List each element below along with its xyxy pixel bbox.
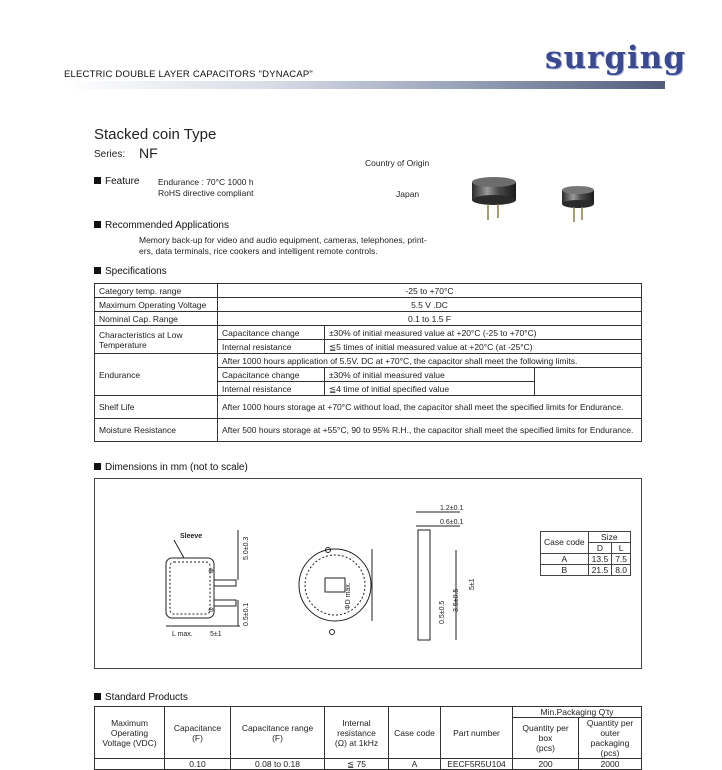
document-header-title: ELECTRIC DOUBLE LAYER CAPACITORS "DYNACAP"	[64, 69, 314, 80]
spec-value: 5.5 V .DC	[218, 298, 642, 312]
profile-dim-2-label: 3.5±0.5	[453, 588, 460, 612]
bullet-square-icon	[94, 267, 101, 274]
height-dim-label: 5.0±0.3	[243, 536, 250, 560]
dimensions-heading: Dimensions in mm (not to scale)	[94, 462, 248, 473]
case-code-cell: B	[541, 565, 589, 576]
spec-value: -25 to +70°C	[218, 284, 642, 298]
country-of-origin-label: Country of Origin	[365, 158, 430, 168]
thickness-2-label: 0.6±0.1	[440, 519, 464, 526]
case-size-table	[540, 531, 631, 576]
five-pm1-label: 5±1	[210, 631, 222, 638]
spec-row-moisture	[95, 419, 642, 442]
resistance-cell: ≦ 75	[325, 759, 389, 770]
bullet-square-icon	[94, 221, 101, 228]
spec-sub-label: Internal resistance	[218, 340, 325, 354]
spec-row-low-temp-1	[95, 326, 642, 340]
internal-resistance-header: Internal resistance (Ω) at 1kHz	[325, 707, 389, 759]
spec-value: After 1000 hours storage at +70°C without load, the capacitor shall meet the specified limits for Endurance.	[218, 396, 642, 419]
thickness-1-label: 1.2±0.1	[440, 505, 464, 512]
side-view	[166, 530, 240, 626]
spec-row-endurance-1	[95, 354, 642, 368]
size-row	[541, 565, 631, 576]
size-header: Size	[588, 532, 630, 543]
spec-row-shelf-life	[95, 396, 642, 419]
spec-sub-label: Capacitance change	[218, 368, 325, 382]
series-value: NF	[139, 145, 158, 161]
spec-row-category-temp	[95, 284, 642, 298]
feature-line-1: Endurance : 70°C 1000 h	[158, 177, 254, 187]
l-max-label: L max.	[172, 631, 193, 638]
capacitor-product-photo	[460, 170, 610, 225]
small-capacitor	[562, 186, 594, 222]
spec-label: Characteristics at Low Temperature	[95, 326, 218, 354]
capacitance-cell: 0.10	[165, 759, 231, 770]
profile-view	[416, 512, 460, 640]
spec-label: Nominal Cap. Range	[95, 312, 218, 326]
spec-value: ≦5 times of initial measured value at +20°C (at -25°C)	[325, 340, 642, 354]
range-cell: 0.08 to 0.18	[231, 759, 325, 770]
spec-row-max-voltage	[95, 298, 642, 312]
cap-range-header: Capacitance range (F)	[231, 707, 325, 759]
spec-sub-label: Internal resistance	[218, 382, 325, 396]
spec-label: Moisture Resistance	[95, 419, 218, 442]
spec-label: Shelf Life	[95, 396, 218, 419]
applications-line-1: Memory back-up for video and audio equipment, cameras, telephones, print-	[139, 235, 427, 245]
specifications-heading: Specifications	[94, 266, 167, 277]
spec-value: ≦4 time of initial specified value	[325, 382, 535, 396]
part-cell: EECF5R5U104	[441, 759, 513, 770]
profile-dim-3-label: 5±1	[469, 578, 476, 590]
standard-products-table	[94, 706, 642, 770]
plus-marker: ⊕	[208, 568, 214, 575]
spec-row-nominal-cap	[95, 312, 642, 326]
lead-dim-label: 0.5±0.1	[243, 602, 250, 626]
series-label: Series:	[94, 149, 126, 160]
product-type-title: Stacked coin Type	[94, 126, 217, 143]
feature-line-2: RoHS directive compliant	[158, 188, 254, 198]
large-capacitor	[472, 177, 516, 220]
dimensions-drawing	[160, 500, 540, 650]
feature-heading: Feature	[94, 176, 139, 187]
profile-dim-1-label: 0.5±0.5	[439, 600, 446, 624]
qty-box-header: Quantity per box (pcs)	[513, 718, 579, 759]
sleeve-label: Sleeve	[180, 533, 203, 540]
case-cell: A	[389, 759, 441, 770]
front-view	[299, 548, 372, 635]
case-code-header: Case code	[389, 707, 441, 759]
applications-line-2: ers, data terminals, rice cookers and intelligent remote controls.	[139, 246, 378, 256]
spec-value: After 500 hours storage at +55°C, 90 to 95% R.H., the capacitor shall meet the specified limits for Endurance.	[218, 419, 642, 442]
spec-value: ±30% of initial measured value at +20°C (-25 to +70°C)	[325, 326, 642, 340]
spec-empty-cell	[535, 368, 642, 382]
minus-marker: ⊖	[208, 607, 214, 614]
spec-empty-cell	[535, 382, 642, 396]
box-qty-cell: 200	[513, 759, 579, 770]
spec-value: ±30% of initial measured value	[325, 368, 535, 382]
spec-label: Maximum Operating Voltage	[95, 298, 218, 312]
d-cell: 21.5	[588, 565, 612, 576]
d-max-label: ΦD max.	[345, 582, 352, 610]
header-gradient-bar	[64, 81, 665, 89]
qty-outer-header: Quantity per outer packaging (pcs)	[579, 718, 642, 759]
bullet-square-icon	[94, 177, 101, 184]
l-header: L	[612, 543, 631, 554]
max-voltage-header: Maximum Operating Voltage (VDC)	[95, 707, 165, 759]
spec-value: After 1000 hours application of 5.5V. DC at +70°C, the capacitor shall meet the following limits.	[218, 354, 642, 368]
capacitance-header: Capacitance (F)	[165, 707, 231, 759]
case-code-header: Case code	[541, 532, 589, 554]
standard-products-heading: Standard Products	[94, 692, 188, 703]
min-packaging-header: Min.Packaging Q'ty	[513, 707, 642, 718]
country-value: Japan	[396, 189, 420, 199]
voltage-cell	[95, 759, 165, 770]
size-row	[541, 554, 631, 565]
case-code-cell: A	[541, 554, 589, 565]
l-cell: 7.5	[612, 554, 631, 565]
l-cell: 8.0	[612, 565, 631, 576]
table-row	[95, 759, 642, 770]
applications-heading: Recommended Applications	[94, 220, 229, 231]
bullet-square-icon	[94, 463, 101, 470]
d-header: D	[588, 543, 612, 554]
brand-logo: surging	[545, 40, 686, 76]
spec-label: Category temp. range	[95, 284, 218, 298]
outer-qty-cell: 2000	[579, 759, 642, 770]
spec-sub-label: Capacitance change	[218, 326, 325, 340]
specifications-table	[94, 283, 642, 442]
spec-label: Endurance	[95, 354, 218, 396]
bullet-square-icon	[94, 693, 101, 700]
part-number-header: Part number	[441, 707, 513, 759]
spec-value: 0.1 to 1.5 F	[218, 312, 642, 326]
d-cell: 13.5	[588, 554, 612, 565]
